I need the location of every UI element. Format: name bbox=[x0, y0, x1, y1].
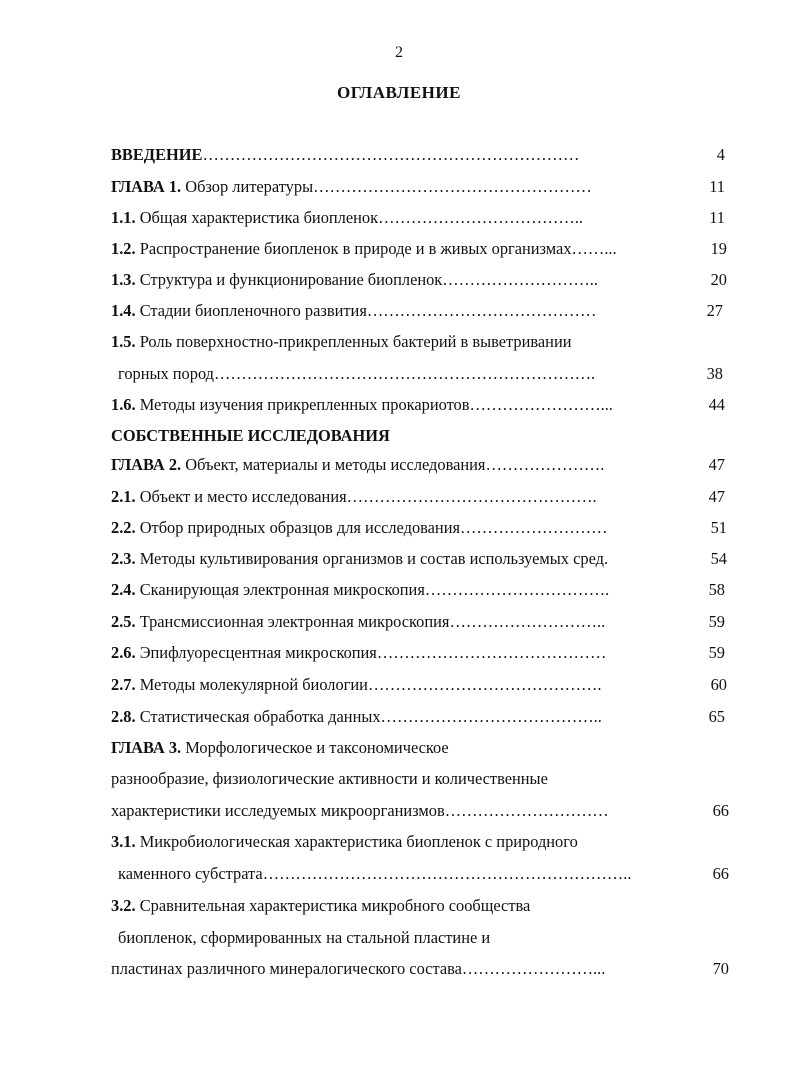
toc-entry-s1-6 bbox=[0, 393, 798, 417]
toc-entry-number: 1.6. bbox=[111, 395, 136, 414]
toc-entry-title: пластинах различного минералогического состава bbox=[111, 959, 462, 978]
toc-entry-text bbox=[111, 705, 602, 729]
toc-entry-intro bbox=[0, 143, 798, 167]
toc-entry-title: Микробиологическая характеристика биопленок с природного bbox=[139, 832, 578, 851]
toc-entry-text bbox=[111, 453, 604, 477]
toc-entry-title: каменного субстрата bbox=[118, 864, 263, 883]
toc-entry-s3-2c bbox=[0, 957, 798, 981]
toc-entry-text bbox=[111, 516, 608, 540]
toc-entry-leader: ……………………… bbox=[460, 518, 608, 537]
toc-entry-number: 1.4. bbox=[111, 301, 136, 320]
toc-entry-text bbox=[111, 673, 602, 697]
toc-entry-leader: …………………………………………………………… bbox=[202, 145, 580, 164]
toc-entry-s2-8 bbox=[0, 705, 798, 729]
toc-entry-text bbox=[111, 237, 617, 261]
toc-entry-number: 2.1. bbox=[111, 487, 136, 506]
toc-entry-page: 65 bbox=[708, 707, 725, 726]
toc-entry-title: горных пород bbox=[118, 364, 215, 383]
toc-entry-title: Методы культивирования организмов и состав используемых сред. bbox=[139, 549, 609, 568]
toc-entry-title: разнообразие, физиологические активности и количественные bbox=[111, 769, 548, 788]
toc-entry-text bbox=[111, 894, 530, 918]
toc-entry-s2-1 bbox=[0, 485, 798, 509]
toc-entry-s1-5a bbox=[0, 330, 798, 354]
toc-entry-text bbox=[111, 299, 596, 323]
toc-entry-s1-3 bbox=[0, 268, 798, 292]
toc-entry-title: Отбор природных образцов для исследования bbox=[139, 518, 461, 537]
toc-entry-text bbox=[111, 206, 583, 230]
toc-entry-s3-1a bbox=[0, 830, 798, 854]
toc-entry-text bbox=[111, 799, 609, 823]
toc-entry-title: Статистическая обработка данных bbox=[139, 707, 381, 726]
toc-entry-page: 4 bbox=[716, 145, 725, 164]
toc-entry-page: 19 bbox=[710, 239, 727, 258]
toc-entry-page: 27 bbox=[706, 301, 723, 320]
toc-entry-title: Объект, материалы и методы исследования bbox=[185, 455, 486, 474]
toc-entry-number: ГЛАВА 1. bbox=[111, 177, 182, 196]
toc-entry-page: 38 bbox=[706, 364, 723, 383]
toc-entry-number: ГЛАВА 3. bbox=[111, 738, 182, 757]
toc-entry-page: 51 bbox=[710, 518, 727, 537]
toc-entry-leader: ………………………………………. bbox=[346, 487, 597, 506]
toc-entry-s2-3 bbox=[0, 547, 798, 571]
toc-entry-s2-7 bbox=[0, 673, 798, 697]
toc-entry-text bbox=[111, 736, 449, 760]
toc-entry-text bbox=[118, 926, 490, 950]
toc-entry-leader: …………………. bbox=[485, 455, 605, 474]
toc-entry-leader: …………………………………… bbox=[376, 643, 607, 662]
toc-entry-title: Морфологическое и таксономическое bbox=[185, 738, 449, 757]
toc-entry-s2-5 bbox=[0, 610, 798, 634]
toc-entry-title: Сравнительная характеристика микробного сообщества bbox=[139, 896, 531, 915]
toc-entry-page: 47 bbox=[708, 487, 725, 506]
toc-entry-s3-2b bbox=[0, 926, 798, 950]
toc-entry-page: 66 bbox=[712, 801, 729, 820]
toc-entry-title: Обзор литературы bbox=[185, 177, 314, 196]
toc-entry-title: Общая характеристика биопленок bbox=[139, 208, 379, 227]
toc-entry-leader: ……………………….. bbox=[449, 612, 606, 631]
toc-entry-number: 1.2. bbox=[111, 239, 136, 258]
toc-entry-ch3a bbox=[0, 736, 798, 760]
toc-entry-leader: ……………………………………………………………. bbox=[214, 364, 596, 383]
toc-entry-page: 11 bbox=[709, 177, 725, 196]
toc-entry-number: 3.2. bbox=[111, 896, 136, 915]
toc-entry-title: Сканирующая электронная микроскопия bbox=[139, 580, 425, 599]
toc-entry-leader: ……………………... bbox=[469, 395, 613, 414]
toc-entry-number: 2.7. bbox=[111, 675, 136, 694]
toc-entry-leader: ………………………… bbox=[444, 801, 609, 820]
toc-entry-title: Методы молекулярной биологии bbox=[139, 675, 368, 694]
toc-entry-number: ВВЕДЕНИЕ bbox=[111, 145, 203, 164]
toc-entry-text bbox=[118, 362, 595, 386]
toc-entry-leader: ……………………... bbox=[461, 959, 606, 978]
toc-entry-leader: …………………………………… bbox=[366, 301, 597, 320]
toc-entry-number: СОБСТВЕННЫЕ ИССЛЕДОВАНИЯ bbox=[111, 426, 390, 445]
toc-entry-number: ГЛАВА 2. bbox=[111, 455, 182, 474]
toc-entry-leader: ………………………………………………………….. bbox=[262, 864, 632, 883]
toc-entry-s2-6 bbox=[0, 641, 798, 665]
toc-entry-text bbox=[111, 641, 606, 665]
toc-entry-text bbox=[118, 862, 631, 886]
toc-entry-text bbox=[111, 143, 579, 167]
toc-entry-text bbox=[111, 610, 605, 634]
toc-entry-number: 1.3. bbox=[111, 270, 136, 289]
toc-entry-title: Методы изучения прикрепленных прокариотов bbox=[139, 395, 470, 414]
toc-entry-number: 1.1. bbox=[111, 208, 136, 227]
toc-entry-s1-5b bbox=[0, 362, 798, 386]
toc-entry-own bbox=[0, 424, 798, 448]
toc-entry-number: 1.5. bbox=[111, 332, 136, 351]
toc-entry-page: 47 bbox=[708, 455, 725, 474]
toc-entry-text bbox=[111, 485, 597, 509]
toc-entry-text bbox=[111, 957, 605, 981]
toc-entry-number: 3.1. bbox=[111, 832, 136, 851]
toc-entry-page: 59 bbox=[708, 612, 725, 631]
toc-entry-text bbox=[111, 424, 390, 448]
toc-entry-s2-4 bbox=[0, 578, 798, 602]
toc-entry-title: Трансмиссионная электронная микроскопия bbox=[139, 612, 450, 631]
toc-entry-title: характеристики исследуемых микроорганизмов bbox=[111, 801, 445, 820]
toc-entry-title: Структура и функционирование биопленок bbox=[139, 270, 443, 289]
toc-entry-number: 2.4. bbox=[111, 580, 136, 599]
toc-entry-ch1 bbox=[0, 175, 798, 199]
toc-entry-page: 59 bbox=[708, 643, 725, 662]
toc-entry-leader: ……………………………. bbox=[424, 580, 610, 599]
toc-entry-number: 2.6. bbox=[111, 643, 136, 662]
toc-entry-text bbox=[111, 330, 572, 354]
toc-entry-ch3c bbox=[0, 799, 798, 823]
toc-entry-text bbox=[111, 578, 609, 602]
page-number: 2 bbox=[395, 44, 403, 61]
toc-entry-page: 70 bbox=[712, 959, 729, 978]
toc-entry-title: Объект и место исследования bbox=[139, 487, 347, 506]
toc-entry-page: 60 bbox=[710, 675, 727, 694]
toc-entry-s1-1 bbox=[0, 206, 798, 230]
toc-entry-text bbox=[111, 393, 613, 417]
toc-entry-leader: ……... bbox=[571, 239, 617, 258]
toc-entry-leader: ………………………………….. bbox=[380, 707, 602, 726]
toc-entry-leader: ……………………….. bbox=[442, 270, 598, 289]
toc-entry-number: 2.8. bbox=[111, 707, 136, 726]
toc-entry-page: 44 bbox=[708, 395, 725, 414]
toc-entry-number: 2.3. bbox=[111, 549, 136, 568]
toc-entry-page: 20 bbox=[710, 270, 727, 289]
toc-entry-page: 66 bbox=[712, 864, 729, 883]
toc-entry-s3-2a bbox=[0, 894, 798, 918]
toc-entry-page: 11 bbox=[709, 208, 725, 227]
toc-entry-text bbox=[111, 547, 608, 571]
toc-entry-text bbox=[111, 830, 578, 854]
toc-entry-s1-2 bbox=[0, 237, 798, 261]
toc-entry-title: Распространение биопленок в природе и в живых организмах bbox=[139, 239, 572, 258]
toc-entry-title: биопленок, сформированных на стальной пластине и bbox=[118, 928, 491, 947]
toc-entry-leader: …………………………………………… bbox=[313, 177, 592, 196]
toc-entry-text bbox=[111, 767, 548, 791]
toc-entry-title: Стадии биопленочного развития bbox=[139, 301, 367, 320]
toc-entry-text bbox=[111, 268, 598, 292]
toc-entry-text bbox=[111, 175, 592, 199]
toc-title: ОГЛАВЛЕНИЕ bbox=[337, 83, 461, 102]
toc-entry-number: 2.5. bbox=[111, 612, 136, 631]
toc-entry-page: 58 bbox=[708, 580, 725, 599]
toc-entry-s2-2 bbox=[0, 516, 798, 540]
toc-entry-title: Эпифлуоресцентная микроскопия bbox=[139, 643, 377, 662]
toc-entry-s3-1b bbox=[0, 862, 798, 886]
toc-entry-ch2 bbox=[0, 453, 798, 477]
toc-entry-ch3b bbox=[0, 767, 798, 791]
toc-entry-leader: ……………………………………. bbox=[367, 675, 602, 694]
toc-entry-page: 54 bbox=[710, 549, 727, 568]
toc-entry-number: 2.2. bbox=[111, 518, 136, 537]
toc-entry-title: Роль поверхностно-прикрепленных бактерий в выветривании bbox=[139, 332, 572, 351]
toc-entry-leader: ……………………………….. bbox=[378, 208, 583, 227]
toc-entry-s1-4 bbox=[0, 299, 798, 323]
